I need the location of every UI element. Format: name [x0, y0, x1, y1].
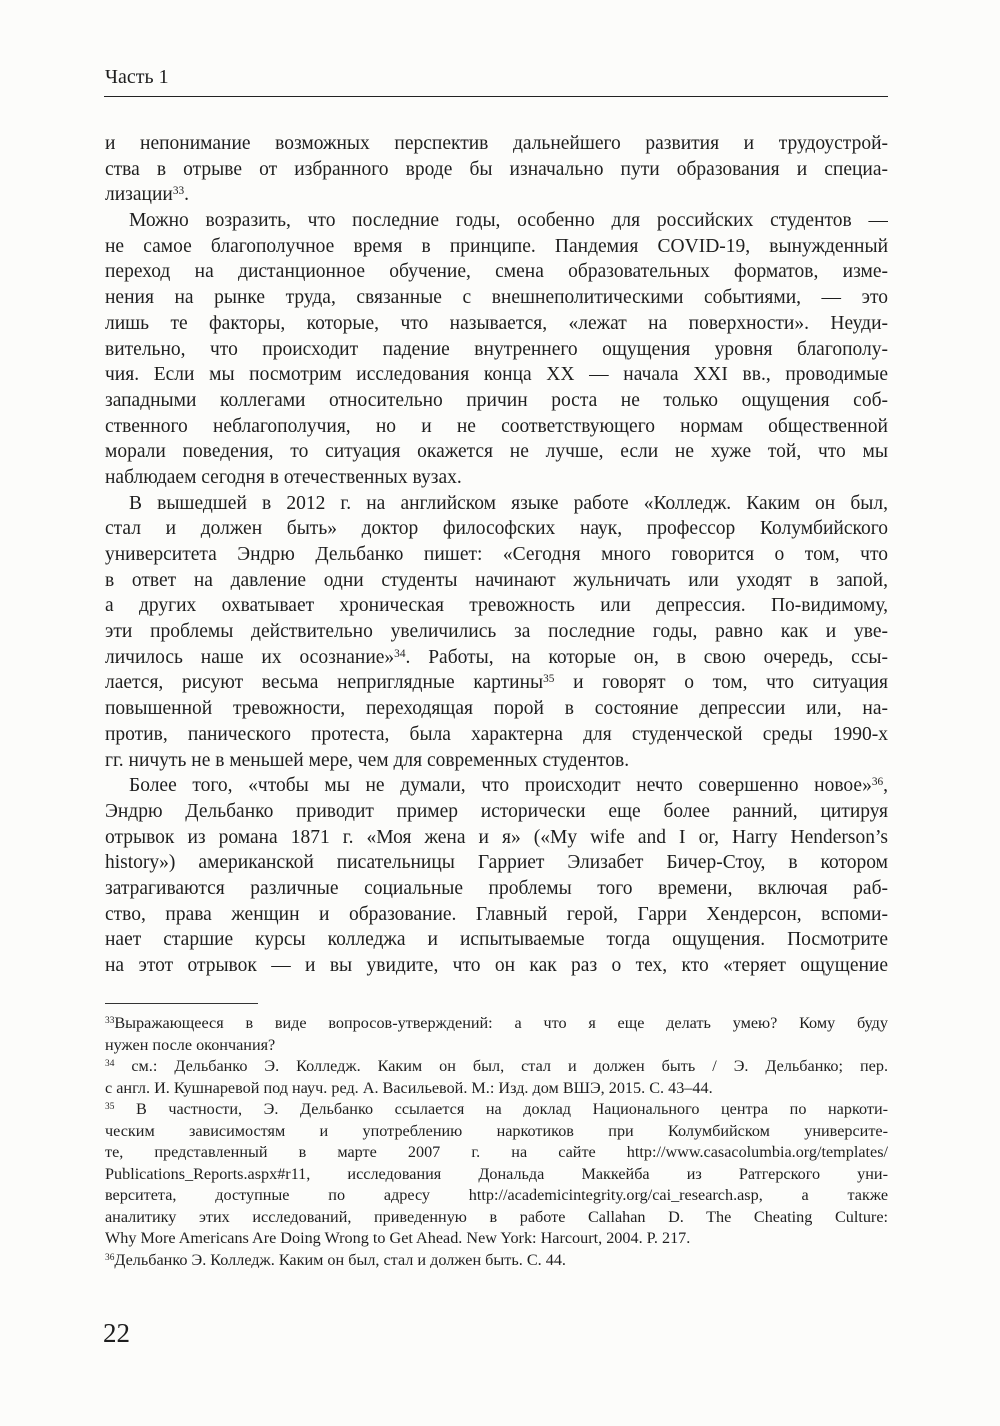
text-line	[105, 1207, 888, 1229]
text-line	[105, 285, 888, 311]
text-run: стал и должен быть» доктор философских наук, профессор Колумбийского	[105, 518, 888, 540]
text-line	[105, 1142, 888, 1164]
text-run: эти проблемы действительно увеличились за последние годы, равно как и уве-	[105, 621, 888, 643]
text-line	[105, 1078, 888, 1100]
footnote	[105, 1250, 888, 1272]
text-line	[105, 208, 888, 234]
paragraph	[105, 773, 888, 979]
text-line	[105, 799, 888, 825]
paragraph	[105, 131, 888, 208]
text-run: западными коллегами относительно причин роста не только ощущения соб-	[105, 389, 888, 411]
text-run: .	[184, 184, 190, 206]
text-run: Выражающееся в виде вопросов-утверждений: а что я еще делать умею? Кому буду	[114, 1014, 888, 1032]
text-run: лается, рисуют весьма неприглядные картины	[105, 672, 544, 694]
footnote-marker[interactable]: 33	[172, 185, 185, 198]
text-line	[105, 465, 888, 491]
text-line	[105, 362, 888, 388]
text-run: Можно возразить, что последние годы, особенно для российских студентов —	[129, 210, 888, 232]
text-run: гг. ничуть не в меньшей мере, чем для современных студентов.	[105, 749, 630, 771]
text-line	[105, 157, 888, 183]
footnote-marker[interactable]: 34	[105, 1058, 115, 1069]
text-run: лизации	[105, 184, 173, 206]
text-run: ство, права женщин и образование. Главный герой, Гарри Хендерсон, вспоми-	[105, 903, 888, 925]
text-line	[105, 311, 888, 337]
footnote	[105, 1013, 888, 1056]
text-run: Более того, «чтобы мы не думали, что происходит нечто совершенно новое»	[129, 775, 872, 797]
text-line	[105, 1185, 888, 1207]
text-run: ства в отрыве от избранного вроде бы изначально пути образования и специа-	[105, 158, 888, 180]
footnote-marker[interactable]: 35	[105, 1101, 115, 1112]
text-run: вительно, что происходит падение внутреннего ощущения уровня благополу-	[105, 338, 888, 360]
text-run: Publications_Reports.aspx#r11, исследования Дональда Маккейба из Ратгерского уни-	[105, 1164, 888, 1183]
text-line	[105, 259, 888, 285]
text-line	[105, 1056, 888, 1078]
text-run: верситета, доступные по адресу http://academicintegrity.org/cai_research.asp, а также	[105, 1186, 888, 1204]
text-run: лишь те факторы, которые, что называется, «лежат на поверхности». Неуди-	[105, 312, 888, 334]
text-run: и говорят о том, что ситуация	[554, 672, 888, 694]
text-line	[105, 1013, 888, 1035]
text-line	[105, 850, 888, 876]
text-run: повышенной тревожности, переходящая порой в состояние депрессии или, на-	[105, 698, 888, 720]
header-rule	[104, 96, 888, 97]
text-line	[105, 773, 888, 799]
text-run: нужен после окончания?	[105, 1035, 276, 1054]
paragraph	[105, 208, 888, 491]
text-line	[105, 670, 888, 696]
running-header: Часть 1	[105, 66, 169, 88]
text-line	[105, 1099, 888, 1121]
text-line	[105, 1121, 888, 1143]
footnote-marker[interactable]: 36	[871, 775, 884, 788]
footnote	[105, 1099, 888, 1250]
text-line	[105, 234, 888, 260]
text-run: см.: Дельбанко Э. Колледж. Каким он был, стал и должен быть / Э. Дельбанко; пер.	[114, 1057, 888, 1075]
text-run: чия. Если мы посмотрим исследования конца XX — начала XXI вв., проводимые	[105, 364, 888, 386]
text-run: В частности, Э. Дельбанко ссылается на доклад Национального центра по наркоти-	[114, 1100, 888, 1118]
text-run: нения на рынке труда, связанные с внешнеполитическими событиями, — это	[105, 287, 888, 309]
text-line	[105, 1228, 888, 1250]
footnote-separator	[105, 1003, 258, 1004]
footnote-marker[interactable]: 33	[105, 1015, 115, 1026]
text-line	[105, 902, 888, 928]
text-line	[105, 1035, 888, 1057]
footnote	[105, 1056, 888, 1099]
footnotes	[105, 1013, 888, 1271]
text-run: отрывок из романа 1871 г. «Моя жена и я» («My wife and I or, Harry Henderson’s	[105, 826, 888, 848]
text-run: против, панического протеста, была характерна для студенческой среды 1990-х	[105, 723, 888, 745]
text-line	[105, 491, 888, 517]
footnote-marker[interactable]: 36	[105, 1252, 115, 1263]
text-line	[105, 131, 888, 157]
text-line	[105, 645, 888, 671]
text-line	[105, 825, 888, 851]
text-run: переход на дистанционное обучение, смена образовательных форматов, изме-	[105, 261, 888, 283]
text-run: университета Эндрю Дельбанко пишет: «Сегодня много говорится о том, что	[105, 544, 888, 565]
main-text	[105, 131, 888, 979]
text-line	[105, 593, 888, 619]
text-run: Дельбанко Э. Колледж. Каким он был, стал и должен быть. С. 44.	[114, 1250, 566, 1269]
text-run: Why More Americans Are Doing Wrong to Get Ahead. New York: Harcourt, 2004. P. 217.	[105, 1229, 691, 1247]
text-line	[105, 516, 888, 542]
text-run: затрагиваются различные социальные проблемы того времени, включая раб-	[105, 877, 888, 899]
text-run: на этот отрывок — и вы увидите, что он как раз о тех, кто «теряет ощущение	[105, 955, 888, 976]
text-line	[105, 748, 888, 774]
text-line	[105, 1164, 888, 1186]
text-run: ческим зависимостям и употреблению наркотиков при Колумбийском университе-	[105, 1121, 888, 1140]
text-run: ,	[883, 775, 888, 797]
text-run: наблюдаем сегодня в отечественных вузах.	[105, 466, 462, 488]
text-run: . Работы, на которые он, в свою очередь, ссы-	[405, 646, 888, 668]
text-run: не самое благополучное время в принципе. Пандемия COVID-19, вынужденный	[105, 235, 888, 257]
text-line	[105, 542, 888, 568]
text-line	[105, 696, 888, 722]
text-run: те, представленный в марте 2007 г. на сайте http://www.casacolumbia.org/templates/	[105, 1143, 888, 1161]
text-run: и непонимание возможных перспектив дальнейшего развития и трудоустрой-	[105, 133, 888, 154]
text-line	[105, 1250, 888, 1272]
text-run: в ответ на давление одни студенты начинают жульничать или уходят в запой,	[105, 569, 888, 591]
text-run: морали поведения, то ситуация окажется не лучше, если не хуже той, что мы	[105, 441, 888, 463]
text-line	[105, 619, 888, 645]
footnote-marker[interactable]: 35	[543, 673, 555, 686]
text-line	[105, 722, 888, 748]
text-line	[105, 414, 888, 440]
text-line	[105, 876, 888, 902]
text-line	[105, 439, 888, 465]
text-run: history») американской писательницы Гарриет Элизабет Бичер-Стоу, в котором	[105, 852, 888, 874]
text-run: аналитику этих исследований, приведенную в работе Callahan D. The Cheating Culture:	[105, 1207, 888, 1226]
page-number: 22	[103, 1318, 130, 1348]
text-line	[105, 927, 888, 953]
text-line	[105, 337, 888, 363]
text-run: ственного неблагополучия, но и не соответствующего нормам общественной	[105, 415, 888, 437]
text-run: нает старшие курсы колледжа и испытываемые тогда ощущения. Посмотрите	[105, 929, 888, 951]
text-line	[105, 182, 888, 208]
footnote-marker[interactable]: 34	[394, 647, 406, 660]
paragraph	[105, 491, 888, 774]
text-run: В вышедшей в 2012 г. на английском языке работе «Колледж. Каким он был,	[129, 492, 888, 514]
text-run: а других охватывает хроническая тревожность или депрессия. По-видимому,	[105, 595, 888, 617]
text-line	[105, 953, 888, 979]
text-run: личилось наше их осознание»	[105, 646, 395, 668]
text-line	[105, 568, 888, 594]
text-run: с англ. И. Кушнаревой под науч. ред. А. Васильевой. М.: Изд. дом ВШЭ, 2015. С. 43–44.	[105, 1078, 713, 1097]
text-line	[105, 388, 888, 414]
text-run: Эндрю Дельбанко приводит пример исторически еще более ранний, цитируя	[105, 800, 888, 822]
